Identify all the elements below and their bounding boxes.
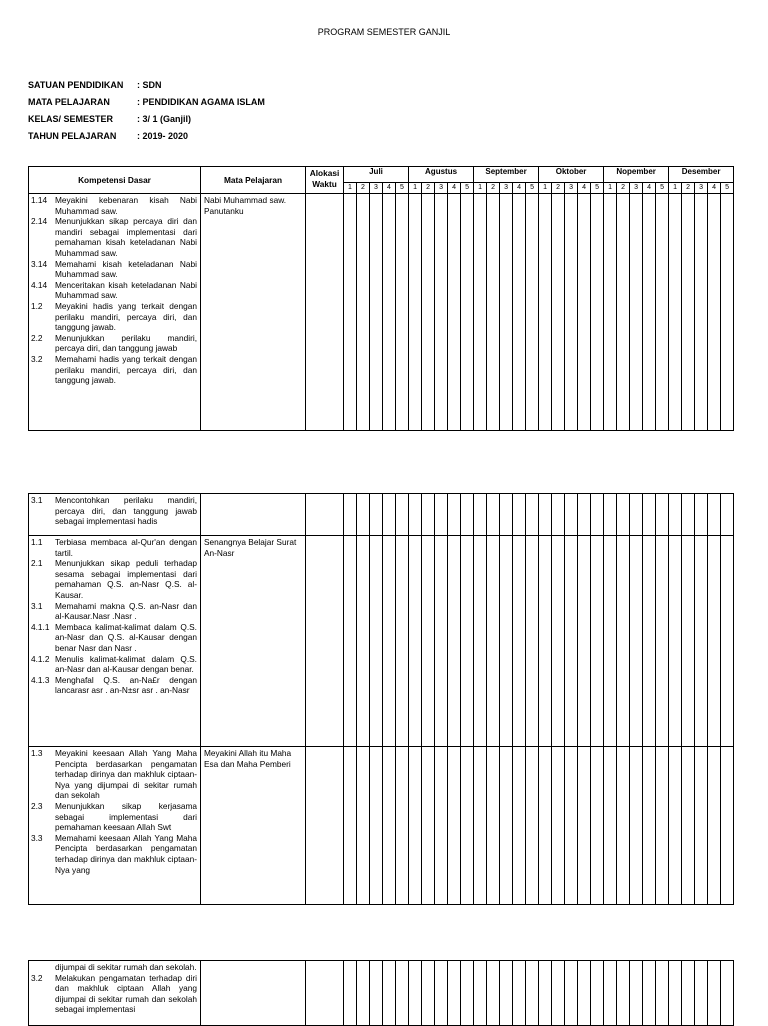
kd-number: 4.1.2: [31, 653, 50, 664]
table-row: [29, 747, 734, 905]
week-cell: [461, 194, 474, 431]
week-cell: [617, 961, 630, 1026]
week-cell: [695, 961, 708, 1026]
week-cell: [630, 194, 643, 431]
header-week: 3: [630, 183, 643, 194]
week-cell: [370, 747, 383, 905]
header-week: 1: [474, 183, 487, 194]
kd-text: Meyakini keesaan Allah Yang Maha Pencipta berdasarkan pengamatan terhadap dirinya dan makhluk ciptaan-Nya yang dijumpai di sekitar rumah dan sekolah: [55, 748, 197, 801]
week-cell: [643, 747, 656, 905]
alokasi-waktu-cell: [306, 494, 344, 536]
week-cell: [500, 494, 513, 536]
week-cell: [461, 536, 474, 747]
week-cell: [708, 194, 721, 431]
week-cell: [500, 536, 513, 747]
week-cell: [474, 494, 487, 536]
week-cell: [656, 747, 669, 905]
week-cell: [513, 494, 526, 536]
week-cell: [357, 194, 370, 431]
kd-number: 2.3: [31, 800, 43, 811]
week-cell: [383, 494, 396, 536]
week-cell: [578, 536, 591, 747]
header-week: 5: [396, 183, 409, 194]
week-cell: [526, 961, 539, 1026]
week-cell: [617, 494, 630, 536]
week-cell: [474, 536, 487, 747]
kompetensi-dasar-cell: [29, 747, 201, 905]
kompetensi-dasar-cell: [29, 961, 201, 1026]
header-alokasi-waktu: Alokasi Waktu: [306, 167, 344, 194]
header-week: 4: [448, 183, 461, 194]
table-row: [29, 536, 734, 747]
week-cell: [344, 494, 357, 536]
info-label: MATA PELAJARAN: [28, 97, 110, 107]
kd-text: Membaca kalimat-kalimat dalam Q.S. an-Nasr dan Q.S. al-Kausar dengan benar Nasr dan Nasr .: [55, 621, 197, 653]
header-week: 1: [344, 183, 357, 194]
kd-number: 4.1.1: [31, 621, 50, 632]
header-week: 1: [409, 183, 422, 194]
week-cell: [526, 194, 539, 431]
week-cell: [630, 536, 643, 747]
week-cell: [357, 747, 370, 905]
kd-text: Mencontohkan perilaku mandiri, percaya diri, dan tanggung jawab sebagai implementasi hadis: [55, 495, 197, 527]
table-row: [29, 961, 734, 1026]
week-cell: [591, 194, 604, 431]
week-cell: [578, 494, 591, 536]
week-cell: [552, 747, 565, 905]
week-cell: [409, 747, 422, 905]
week-cell: [604, 494, 617, 536]
week-cell: [552, 961, 565, 1026]
week-cell: [448, 536, 461, 747]
week-cell: [643, 494, 656, 536]
week-cell: [422, 194, 435, 431]
kd-text: Menunjukkan sikap percaya diri dan mandiri sebagai implementasi dari pemahaman kisah keteladanan Nabi Muhammad saw.: [55, 216, 197, 258]
week-cell: [435, 747, 448, 905]
week-cell: [682, 194, 695, 431]
kd-number: 3.1: [31, 495, 43, 505]
week-cell: [591, 494, 604, 536]
header-week: 5: [721, 183, 734, 194]
kd-item: [31, 354, 197, 386]
header-week: 4: [513, 183, 526, 194]
week-cell: [591, 536, 604, 747]
week-cell: [344, 194, 357, 431]
week-cell: [695, 494, 708, 536]
info-value: : PENDIDIKAN AGAMA ISLAM: [137, 97, 265, 107]
week-cell: [539, 747, 552, 905]
kd-item: [31, 801, 197, 833]
week-cell: [617, 194, 630, 431]
kd-item: [31, 301, 197, 333]
kd-item: [31, 333, 197, 354]
header-kompetensi-dasar: Kompetensi Dasar: [29, 167, 201, 194]
week-cell: [630, 961, 643, 1026]
week-cell: [565, 747, 578, 905]
header-week: 5: [591, 183, 604, 194]
week-cell: [552, 494, 565, 536]
week-cell: [435, 194, 448, 431]
week-cell: [656, 494, 669, 536]
week-cell: [721, 747, 734, 905]
kd-number: 3.14: [31, 258, 48, 269]
week-cell: [526, 494, 539, 536]
week-cell: [487, 747, 500, 905]
info-tahun-pelajaran: [28, 131, 188, 141]
header-week: 5: [461, 183, 474, 194]
week-cell: [370, 536, 383, 747]
header-week: 5: [526, 183, 539, 194]
kd-number: 1.14: [31, 195, 48, 205]
header-week: 5: [656, 183, 669, 194]
header-week: 3: [435, 183, 448, 194]
week-cell: [643, 961, 656, 1026]
week-cell: [409, 194, 422, 431]
header-week: 4: [643, 183, 656, 194]
kd-item: [31, 259, 197, 280]
mata-pelajaran-cell: Nabi Muhammad saw. Panutanku: [201, 194, 306, 431]
header-week: 2: [357, 183, 370, 194]
header-month: Juli: [344, 167, 409, 183]
week-cell: [448, 194, 461, 431]
kd-item: [31, 558, 197, 600]
kd-number: 3.2: [31, 972, 43, 983]
header-month: Nopember: [604, 167, 669, 183]
week-cell: [604, 747, 617, 905]
header-week: 1: [669, 183, 682, 194]
week-cell: [552, 194, 565, 431]
kd-number: [31, 962, 55, 973]
week-cell: [656, 536, 669, 747]
kd-item: [31, 195, 197, 216]
week-cell: [708, 961, 721, 1026]
kd-number: 3.1: [31, 600, 43, 611]
kd-text: Menceritakan kisah keteladanan Nabi Muhammad saw.: [55, 279, 197, 301]
kd-item: [31, 675, 197, 696]
week-cell: [591, 747, 604, 905]
info-value: : 3/ 1 (Ganjil): [137, 114, 192, 124]
week-cell: [487, 961, 500, 1026]
week-cell: [565, 536, 578, 747]
week-cell: [591, 961, 604, 1026]
week-cell: [695, 536, 708, 747]
week-cell: [669, 961, 682, 1026]
week-cell: [357, 961, 370, 1026]
kd-text: Memahami kisah keteladanan Nabi Muhammad saw.: [55, 258, 197, 280]
week-cell: [500, 747, 513, 905]
week-cell: [604, 194, 617, 431]
week-cell: [604, 961, 617, 1026]
week-cell: [721, 194, 734, 431]
week-cell: [500, 961, 513, 1026]
mata-pelajaran-cell: Meyakini Allah itu Maha Esa dan Maha Pemberi: [201, 747, 306, 905]
week-cell: [669, 494, 682, 536]
week-cell: [487, 494, 500, 536]
week-cell: [422, 747, 435, 905]
week-cell: [396, 194, 409, 431]
header-month: Desember: [669, 167, 734, 183]
week-cell: [422, 961, 435, 1026]
week-cell: [721, 536, 734, 747]
week-cell: [370, 194, 383, 431]
week-cell: [513, 961, 526, 1026]
week-cell: [539, 194, 552, 431]
info-label: TAHUN PELAJARAN: [28, 131, 117, 141]
week-cell: [682, 494, 695, 536]
kompetensi-dasar-cell: [29, 194, 201, 431]
kd-item: [31, 537, 197, 558]
week-cell: [604, 536, 617, 747]
week-cell: [682, 961, 695, 1026]
week-cell: [682, 536, 695, 747]
week-cell: [721, 961, 734, 1026]
kd-text: Menunjukkan sikap peduli terhadap sesama sebagai implementasi dari pemahaman Q.S. an-Nasr Q.S. al-Kausar.: [55, 558, 197, 600]
week-cell: [500, 194, 513, 431]
kd-item: [31, 962, 197, 973]
kd-text: Menunjukkan perilaku mandiri, percaya diri, dan tanggung jawab: [55, 332, 197, 354]
kd-number: 1.3: [31, 748, 43, 758]
week-cell: [383, 961, 396, 1026]
kd-number: 4.14: [31, 279, 48, 290]
week-cell: [695, 194, 708, 431]
kd-text: Melakukan pengamatan terhadap diri dan makhluk ciptaan Allah yang dijumpai di sekitar rumah dan sekolah sebagai implementasi: [55, 972, 197, 1015]
week-cell: [526, 536, 539, 747]
kd-text: Memahami keesaan Allah Yang Maha Pencipta berdasarkan pengamatan terhadap dirinya dan makhluk ciptaan-Nya yang: [55, 832, 197, 875]
header-week: 1: [604, 183, 617, 194]
kd-text: Menghafal Q.S. an-Na£r dengan lancarasr asr . an-N±sr asr . an-Nasr: [55, 674, 197, 696]
kd-text: Menunjukkan sikap kerjasama sebagai implementasi dari pemahaman keesaan Allah Swt: [55, 800, 197, 833]
program-table-page-3: [28, 960, 734, 1026]
week-cell: [461, 494, 474, 536]
header-week: 2: [552, 183, 565, 194]
week-cell: [539, 961, 552, 1026]
program-table-page-1: [28, 166, 734, 431]
header-week: 2: [422, 183, 435, 194]
kd-number: 3.3: [31, 832, 43, 843]
week-cell: [448, 494, 461, 536]
week-cell: [682, 747, 695, 905]
alokasi-waktu-cell: [306, 536, 344, 747]
kd-text: Memahami hadis yang terkait dengan perilaku mandiri, percaya diri, dan tanggung jawab.: [55, 353, 197, 386]
week-cell: [539, 494, 552, 536]
week-cell: [708, 494, 721, 536]
kd-text: Meyakini kebenaran kisah Nabi Muhammad saw.: [55, 195, 197, 216]
week-cell: [435, 536, 448, 747]
week-cell: [448, 747, 461, 905]
week-cell: [357, 494, 370, 536]
week-cell: [643, 536, 656, 747]
week-cell: [435, 961, 448, 1026]
kd-item: [31, 973, 197, 1015]
document-title: PROGRAM SEMESTER GANJIL: [317, 27, 451, 37]
kd-number: 2.14: [31, 216, 48, 227]
kd-item: [31, 748, 197, 801]
alokasi-waktu-cell: [306, 194, 344, 431]
table-row: [29, 194, 734, 431]
info-kelas-semester: [28, 114, 191, 124]
info-label: KELAS/ SEMESTER: [28, 114, 114, 124]
mata-pelajaran-cell: Senangnya Belajar Surat An-Nasr: [201, 536, 306, 747]
week-cell: [630, 494, 643, 536]
week-cell: [669, 536, 682, 747]
week-cell: [461, 747, 474, 905]
header-month: Agustus: [409, 167, 474, 183]
week-cell: [617, 536, 630, 747]
week-cell: [409, 536, 422, 747]
week-cell: [370, 961, 383, 1026]
kompetensi-dasar-cell: [29, 494, 201, 536]
header-mata-pelajaran: Mata Pelajaran: [201, 167, 306, 194]
info-value: : SDN: [137, 80, 162, 90]
week-cell: [487, 536, 500, 747]
kd-item: [31, 833, 197, 875]
kd-item: [31, 216, 197, 258]
week-cell: [669, 194, 682, 431]
week-cell: [578, 747, 591, 905]
kd-number: 2.1: [31, 558, 43, 569]
week-cell: [565, 494, 578, 536]
kd-text: Meyakini hadis yang terkait dengan perilaku mandiri, percaya diri, dan tanggung jawab.: [55, 300, 197, 333]
week-cell: [435, 494, 448, 536]
week-cell: [383, 747, 396, 905]
week-cell: [396, 494, 409, 536]
week-cell: [578, 194, 591, 431]
week-cell: [656, 194, 669, 431]
week-cell: [565, 194, 578, 431]
kd-item: [31, 280, 197, 301]
week-cell: [383, 194, 396, 431]
header-week: 1: [539, 183, 552, 194]
info-mata-pelajaran: [28, 97, 265, 107]
header-week: 3: [565, 183, 578, 194]
week-cell: [513, 747, 526, 905]
header-week: 3: [370, 183, 383, 194]
header-week: 3: [695, 183, 708, 194]
week-cell: [409, 961, 422, 1026]
week-cell: [461, 961, 474, 1026]
week-cell: [344, 747, 357, 905]
week-cell: [656, 961, 669, 1026]
header-week: 4: [383, 183, 396, 194]
week-cell: [396, 747, 409, 905]
week-cell: [422, 536, 435, 747]
week-cell: [422, 494, 435, 536]
kd-number: 3.2: [31, 353, 43, 364]
week-cell: [539, 536, 552, 747]
program-table-page-2: [28, 493, 734, 905]
week-cell: [474, 194, 487, 431]
week-cell: [357, 536, 370, 747]
header-month: September: [474, 167, 539, 183]
week-cell: [487, 194, 500, 431]
alokasi-waktu-cell: [306, 961, 344, 1026]
week-cell: [513, 536, 526, 747]
header-week: 2: [487, 183, 500, 194]
week-cell: [344, 536, 357, 747]
week-cell: [396, 536, 409, 747]
header-week: 4: [708, 183, 721, 194]
kd-item: [31, 654, 197, 675]
kd-number: 4.1.3: [31, 674, 50, 685]
week-cell: [565, 961, 578, 1026]
week-cell: [383, 536, 396, 747]
header-week: 2: [682, 183, 695, 194]
kd-text: Terbiasa membaca al-Qur'an dengan tartil.: [55, 537, 197, 558]
week-cell: [409, 494, 422, 536]
info-satuan-pendidikan: [28, 80, 162, 90]
week-cell: [721, 494, 734, 536]
mata-pelajaran-cell: [201, 494, 306, 536]
kd-text: dijumpai di sekitar rumah dan sekolah.: [55, 962, 197, 972]
week-cell: [474, 961, 487, 1026]
week-cell: [474, 747, 487, 905]
week-cell: [669, 747, 682, 905]
header-month: Oktober: [539, 167, 604, 183]
week-cell: [617, 747, 630, 905]
kompetensi-dasar-cell: [29, 536, 201, 747]
week-cell: [513, 194, 526, 431]
week-cell: [526, 747, 539, 905]
info-value: : 2019- 2020: [137, 131, 189, 141]
kd-text: Memahami makna Q.S. an-Nasr dan al-Kausar.Nasr .Nasr .: [55, 600, 197, 622]
kd-item: [31, 601, 197, 622]
week-cell: [708, 536, 721, 747]
week-cell: [344, 961, 357, 1026]
table-row: [29, 494, 734, 536]
week-cell: [578, 961, 591, 1026]
kd-item: [31, 495, 197, 527]
week-cell: [643, 194, 656, 431]
week-cell: [695, 747, 708, 905]
week-cell: [630, 747, 643, 905]
kd-item: [31, 622, 197, 654]
week-cell: [448, 961, 461, 1026]
alokasi-waktu-cell: [306, 747, 344, 905]
kd-number: 1.1: [31, 537, 43, 547]
header-week: 2: [617, 183, 630, 194]
week-cell: [370, 494, 383, 536]
week-cell: [552, 536, 565, 747]
kd-number: 1.2: [31, 300, 43, 311]
kd-text: Menulis kalimat-kalimat dalam Q.S. an-Nasr dan al-Kausar dengan benar.: [55, 653, 197, 675]
mata-pelajaran-cell: [201, 961, 306, 1026]
week-cell: [708, 747, 721, 905]
header-week: 4: [578, 183, 591, 194]
kd-number: 2.2: [31, 332, 43, 343]
week-cell: [396, 961, 409, 1026]
header-week: 3: [500, 183, 513, 194]
info-label: SATUAN PENDIDIKAN: [28, 80, 124, 90]
